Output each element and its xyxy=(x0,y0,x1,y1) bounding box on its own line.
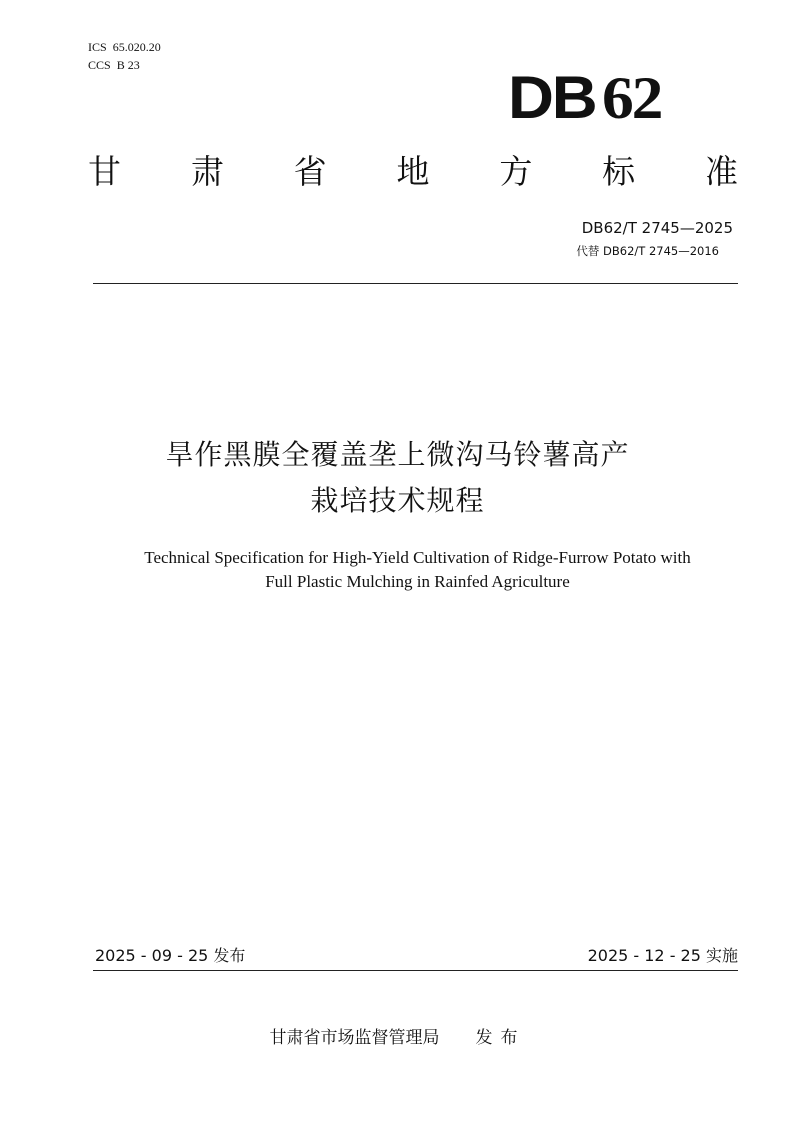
publisher-name: 甘肃省市场监督管理局 xyxy=(269,1028,440,1048)
standard-type-char: 方 xyxy=(499,152,533,191)
standard-type-char: 地 xyxy=(396,152,430,191)
bottom-divider xyxy=(93,970,738,971)
ics-label: ICS xyxy=(88,40,107,54)
replaced-standard: 代替 DB62/T 2745—2016 xyxy=(576,244,719,258)
title-chinese-line-1: 旱作黑膜全覆盖垄上微沟马铃薯高产 xyxy=(165,438,630,471)
title-chinese-line-2: 栽培技术规程 xyxy=(310,484,485,517)
logo-db-text: DB xyxy=(508,64,596,131)
standard-type-char: 省 xyxy=(293,152,327,191)
logo-number-text: 62 xyxy=(601,65,662,131)
issue-date: 2025 - 09 - 25 发布 xyxy=(95,946,246,965)
ccs-value: B 23 xyxy=(116,58,140,72)
db62-logo xyxy=(508,66,699,130)
title-english-line-2: Full Plastic Mulching in Rainfed Agriculture xyxy=(265,572,570,591)
standard-number: DB62/T 2745—2025 xyxy=(581,219,733,237)
title-english-line-1: Technical Specification for High-Yield Cultivation of Ridge-Furrow Potato with xyxy=(144,548,691,567)
ccs-label: CCS xyxy=(88,58,111,72)
standard-type-char: 肃 xyxy=(190,152,224,191)
top-divider xyxy=(93,283,738,284)
standard-type-heading xyxy=(88,150,738,194)
standard-type-char: 甘 xyxy=(88,152,121,191)
ccs-row xyxy=(88,56,161,74)
publisher-action: 发布 xyxy=(475,1028,526,1048)
publisher-line xyxy=(0,1026,795,1050)
ics-row xyxy=(88,38,161,56)
standard-type-char: 标 xyxy=(602,152,636,191)
standard-type-char: 准 xyxy=(704,152,738,191)
classification-codes xyxy=(88,38,161,74)
ics-value: 65.020.20 xyxy=(112,40,161,54)
implementation-date: 2025 - 12 - 25 实施 xyxy=(587,946,738,965)
